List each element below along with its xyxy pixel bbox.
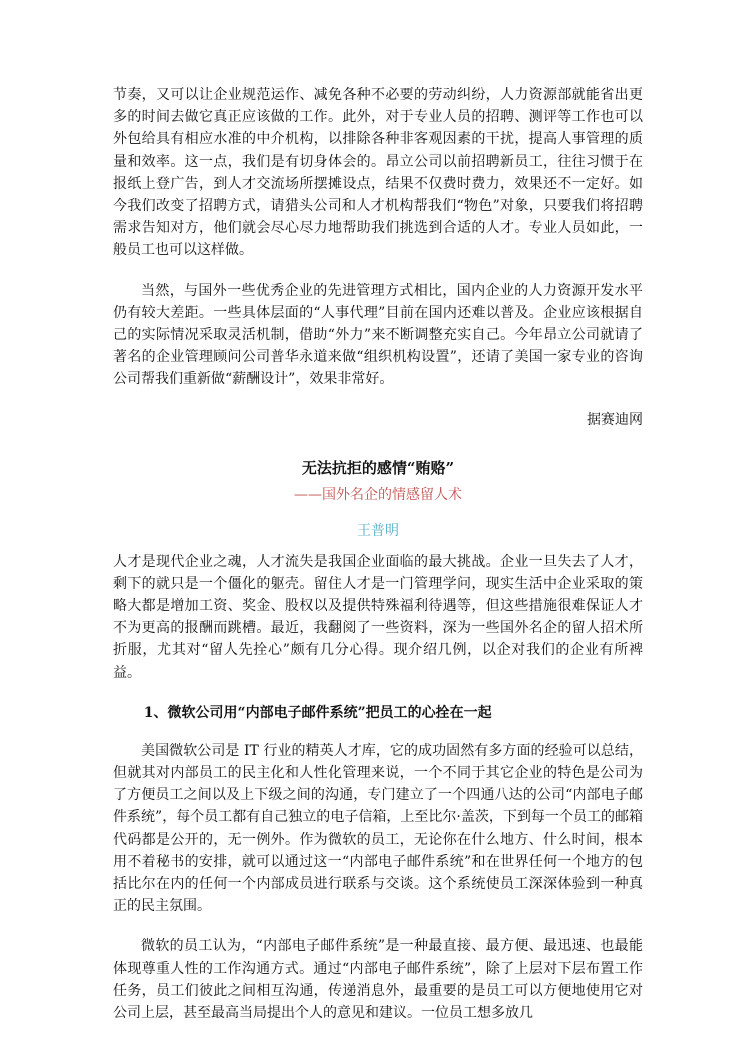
paragraph-lead: 人才是现代企业之魂，人才流失是我国企业面临的最大挑战。企业一旦失去了人才，剩下的就只是一个僵化的躯壳。留住人才是一门管理学问，现实生活中企业采取的策略大都是增加工资、奖金、股权以及提供特殊福利待遇等，但这些措施很难保证人才不为更高的报酬而跳槽。最近，我翻阅了一些资料，深为一些国外名企的留人招术所折服，尤其对“留人先拴心”颇有几分心得。现介绍几例，以企对我们的企业有所裨益。 xyxy=(113,553,643,681)
article-title: 无法抗拒的感情“贿赂” xyxy=(301,458,455,477)
paragraph-domestic-gap: 当然，与国外一些优秀企业的先进管理方式相比，国内企业的人力资源开发水平仍有较大差距。一些具体层面的“人事代理”目前在国内还难以普及。企业应该根据自己的实际情况采取灵活机制，借助“外力”来不断调整充实自己。今年昂立公司就请了著名的企业管理顾问公司普华永道来做“组织机构设置”，还请了美国一家专业的咨询公司帮我们重新做“薪酬设计”，效果非常好。 xyxy=(113,282,643,388)
article-subtitle: ——国外名企的情感留人术 xyxy=(294,486,462,503)
article-author: 王普明 xyxy=(357,522,399,539)
paragraph-microsoft-email: 美国微软公司是 IT 行业的精英人才库，它的成功固然有多方面的经验可以总结，但就其对内部员工的民主化和人性化管理来说，一个不同于其它企业的特色是公司为了方便员工之间以及上下级之间的沟通，专门建立了一个四通八达的公司“内部电子邮件系统”，每个员工都有自己独立的电子信箱，上至比尔·盖茨，下到每一个员工的邮箱代码都是公开的，无一例外。作为微软的员工，无论你在什么地方、什么时间，根本用不着秘书的安排，就可以通过这一“内部电子邮件系统”和在世界任何一个地方的包括比尔在内的任何一个内部成员进行联系与交谈。这个系统使员工深深体验到一种真正的民主氛围。 xyxy=(113,742,643,915)
source-attribution: 据赛迪网 xyxy=(587,411,643,428)
section-heading-microsoft: 1、微软公司用“内部电子邮件系统”把员工的心拴在一起 xyxy=(143,704,492,721)
document-page xyxy=(113,84,643,1024)
paragraph-intro-continued: 节奏，又可以让企业规范运作、减免各种不必要的劳动纠纷，人力资源部就能省出更多的时间去做它真正应该做的工作。此外，对于专业人员的招聘、测评等工作也可以外包给具有相应水准的中介机构，以排除各种非客观因素的干扰，提高人事管理的质量和效率。这一点，我们是有切身体会的。昂立公司以前招聘新员工，往往习惯于在报纸上登广告，到人才交流场所摆摊设点，结果不仅费时费力，效果还不一定好。如今我们改变了招聘方式，请猎头公司和人才机构帮我们“物色”对象，只要我们将招聘需求告知对方，他们就会尽心尽力地帮助我们挑选到合适的人才。专业人员如此，一般员工也可以这样做。 xyxy=(113,87,643,259)
paragraph-microsoft-employees: 微软的员工认为，“内部电子邮件系统”是一种最直接、最方便、最迅速、也最能体现尊重人性的工作沟通方式。通过“内部电子邮件系统”，除了上层对下层布置工作任务，员工们彼此之间相互沟通，传递消息外，最重要的是员工可以方便地使用它对公司上层，甚至最高当局提出个人的意见和建议。一位员工想多放几 xyxy=(113,938,643,1022)
